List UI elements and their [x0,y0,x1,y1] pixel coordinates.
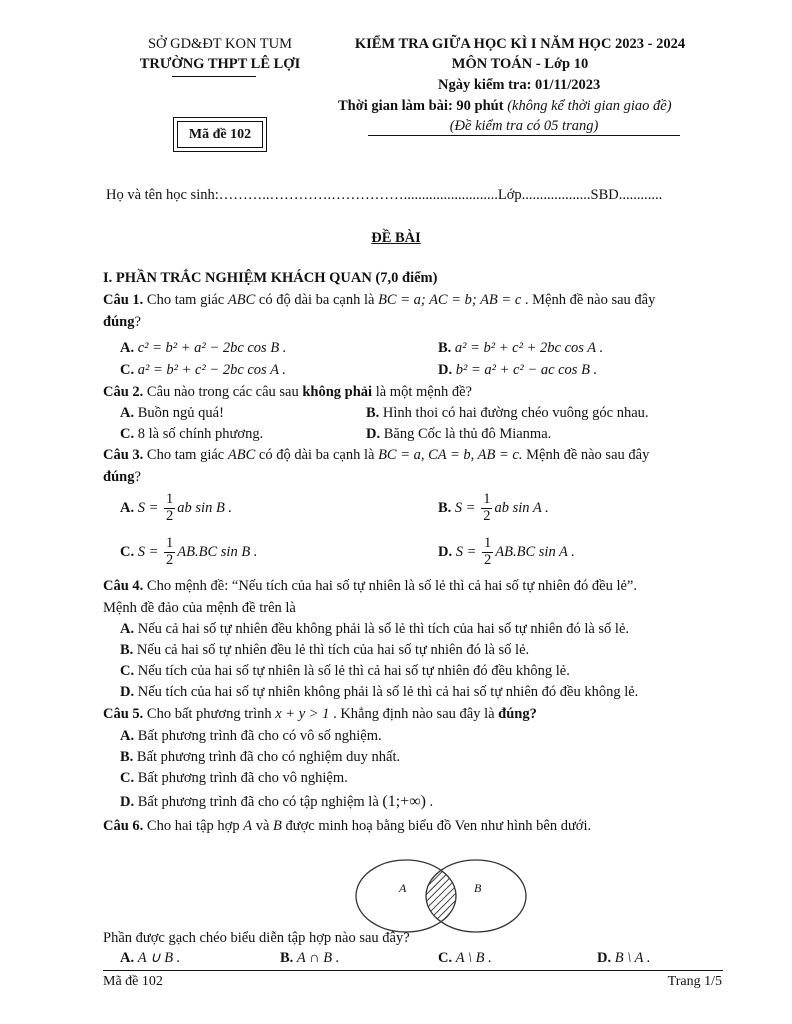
question-text: . Mệnh đề nào sau đây [521,292,656,308]
option-expr: a² = b² + c² − 2bc cos A . [137,362,286,378]
q3-option-b [438,492,549,525]
math-expr: ABC [227,292,256,308]
question-4-cont: Mệnh đề đảo của mệnh đề trên là [103,600,296,616]
option-expr: B \ A . [614,950,651,966]
option-label: A. [120,950,135,966]
q2-option-a [120,405,224,422]
option-label: D. [438,543,453,560]
school-name: TRƯỜNG THPT LÊ LỢI [139,56,301,72]
q5-option-a [120,728,382,745]
option-text: . [425,794,434,810]
venn-diagram [352,855,530,937]
question-text: và [252,818,273,834]
question-1-cont [103,314,141,331]
question-text: Mệnh đề nào sau đây [522,447,650,463]
option-label: B. [280,950,294,966]
question-text: ? [134,314,141,330]
option-label: D. [366,426,381,442]
exam-code-box [173,117,267,152]
math-expr: (1;+∞) [382,793,426,810]
exam-title: KIỂM TRA GIỮA HỌC KÌ I NĂM HỌC 2023 - 2024 [354,36,686,52]
option-expr: AB.BC sin B . [177,543,258,560]
option-expr: b² = a² + c² − ac cos B . [455,362,598,378]
q4-option-d [120,684,638,701]
q5-option-c [120,770,348,787]
fraction [482,536,493,569]
section-heading: ĐỀ BÀI [371,230,421,246]
exam-code: Mã đề 102 [177,121,263,148]
option-label: D. [438,362,453,378]
question-3-cont [103,469,141,486]
math-expr: x + y > 1 [275,706,330,722]
option-label: A. [120,728,135,744]
question-text: Cho bất phương trình [143,706,276,722]
option-label: C. [120,770,135,786]
question-text: có độ dài ba cạnh là [255,292,379,308]
question-2 [103,384,472,401]
option-expr: ab sin A . [494,499,549,516]
question-label: Câu 3. [103,447,144,463]
fraction-denominator: 2 [166,507,174,524]
option-label: D. [120,684,135,700]
fraction-denominator: 2 [484,551,492,568]
venn-label-b: B [474,881,482,895]
question-label: Câu 6. [103,818,144,834]
q3-option-a [120,492,232,525]
q1-option-a [120,340,286,357]
fraction-numerator: 1 [483,491,491,507]
question-text: Cho hai tập hợp [143,818,244,834]
emphasis: không phải [302,384,373,400]
option-label: B. [366,405,380,421]
fraction [164,536,175,569]
option-text: Nếu cả hai số tự nhiên đều lẻ thì tích của hai số tự nhiên đó là số lẻ. [133,642,530,658]
option-text: Nếu tích của hai số tự nhiên là số lẻ thì cả hai số tự nhiên đó đều không lẻ. [134,663,570,679]
time-allowed: Thời gian làm bài: 90 phút [338,98,504,114]
option-label: D. [597,950,612,966]
option-text: Bất phương trình đã cho có tập nghiệm là [134,794,383,810]
question-3 [103,447,649,464]
math-expr: A [243,818,253,834]
option-text: Buồn ngủ quá! [134,405,224,421]
q1-option-c [120,362,286,379]
fraction-numerator: 1 [166,535,174,551]
question-text: Câu nào trong các câu sau [143,384,303,400]
q1-option-d [438,362,597,379]
q4-option-b [120,642,529,659]
question-label: Câu 5. [103,706,144,722]
fraction [164,492,175,525]
time-line [338,98,672,115]
q4-option-c [120,663,570,680]
question-label: Câu 2. [103,384,144,400]
question-text: . Khẳng định nào sau đây là [329,706,499,722]
q5-option-b [120,749,400,766]
option-label: A. [120,405,135,421]
option-expr: A ∪ B . [137,950,181,966]
q2-option-d [366,426,551,443]
option-text: Nếu tích của hai số tự nhiên không phải là số lẻ thì cả hai số tự nhiên đó đều không lẻ. [134,684,639,700]
option-expr: a² = b² + c² + 2bc cos A . [454,340,604,356]
emphasis: đúng [103,469,135,485]
question-6 [103,818,591,835]
option-label: B. [438,499,452,516]
fraction-numerator: 1 [166,491,174,507]
question-text: được minh hoạ bằng biểu đồ Ven như hình bên dưới. [281,818,592,834]
exam-date: Ngày kiểm tra: 01/11/2023 [438,77,601,93]
option-label: C. [120,362,135,378]
option-text: Bất phương trình đã cho có vô số nghiệm. [134,728,382,744]
fraction-denominator: 2 [166,551,174,568]
time-note: (không kể thời gian giao đề) [503,98,672,114]
option-text: 8 là số chính phương. [134,426,264,442]
option-label: C. [438,950,453,966]
option-expr: S = [454,499,480,516]
q6-option-d [597,950,650,967]
fraction [481,492,492,525]
option-text: Bất phương trình đã cho vô nghiệm. [134,770,348,786]
math-expr: B [273,818,282,834]
question-text: Cho tam giác [143,292,228,308]
q6-option-b [280,950,339,967]
student-info-line: Họ và tên học sinh:………..………….……………..........................Lớp...................SBD............ [106,187,663,203]
department-name: SỞ GD&ĐT KON TUM [147,36,293,52]
q3-option-d [438,536,575,569]
math-expr: BC = a, CA = b, AB = c. [378,447,523,463]
q3-option-c [120,536,257,569]
q1-option-b [438,340,603,357]
option-label: B. [120,749,134,765]
venn-label-a: A [399,881,407,895]
option-expr: c² = b² + a² − 2bc cos B . [137,340,287,356]
option-expr: S = [455,543,481,560]
question-1 [103,292,655,309]
option-expr: A ∩ B . [296,950,340,966]
fraction-denominator: 2 [483,507,491,524]
question-5 [103,706,537,723]
q2-option-c [120,426,263,443]
question-text: là một mệnh đề? [372,384,472,400]
question-6-prompt: Phần được gạch chéo biểu diễn tập hợp nào sau đây? [103,930,410,946]
option-expr: S = [137,543,163,560]
option-label: C. [120,663,135,679]
option-text: Bất phương trình đã cho có nghiệm duy nhất. [133,749,401,765]
question-label: Câu 4. [103,578,144,594]
option-expr: S = [137,499,163,516]
emphasis: đúng? [498,706,537,722]
option-label: B. [438,340,452,356]
footer-rule [103,970,723,971]
q4-option-a [120,621,629,638]
option-expr: A \ B . [455,950,492,966]
option-label: A. [120,340,135,356]
footer-page-number: Trang 1/5 [667,974,722,989]
footer-exam-code: Mã đề 102 [103,974,163,989]
option-label: D. [120,794,135,810]
school-underline [172,76,256,77]
option-text: Hình thoi có hai đường chéo vuông góc nhau. [379,405,649,421]
option-text: Băng Cốc là thủ đô Mianma. [380,426,552,442]
question-text: ? [134,469,141,485]
option-label: B. [120,642,134,658]
question-4 [103,578,637,595]
question-text: Cho tam giác [143,447,228,463]
part1-heading: I. PHẦN TRẮC NGHIỆM KHÁCH QUAN (7,0 điểm) [103,270,438,286]
q2-option-b [366,405,649,422]
option-text: Nếu cả hai số tự nhiên đều không phải là số lẻ thì tích của hai số tự nhiên đó là số lẻ. [134,621,630,637]
option-label: C. [120,426,135,442]
emphasis: đúng [103,314,135,330]
q6-option-c [438,950,492,967]
option-expr: AB.BC sin A . [495,543,575,560]
fraction-numerator: 1 [484,535,492,551]
math-expr: ABC [227,447,256,463]
subject-line: MÔN TOÁN - Lớp 10 [451,56,589,72]
option-label: A. [120,499,135,516]
question-text: Cho mệnh đề: “Nếu tích của hai số tự nhiên là số lẻ thì cả hai số tự nhiên đó đều lẻ”. [143,578,637,594]
option-label: A. [120,621,135,637]
pages-note: (Đề kiểm tra có 05 trang) [368,118,680,136]
q6-option-a [120,950,180,967]
q5-option-d [120,793,433,811]
option-label: C. [120,543,135,560]
option-expr: ab sin B . [177,499,233,516]
question-text: có độ dài ba cạnh là [255,447,379,463]
question-label: Câu 1. [103,292,144,308]
math-expr: BC = a; AC = b; AB = c [378,292,522,308]
